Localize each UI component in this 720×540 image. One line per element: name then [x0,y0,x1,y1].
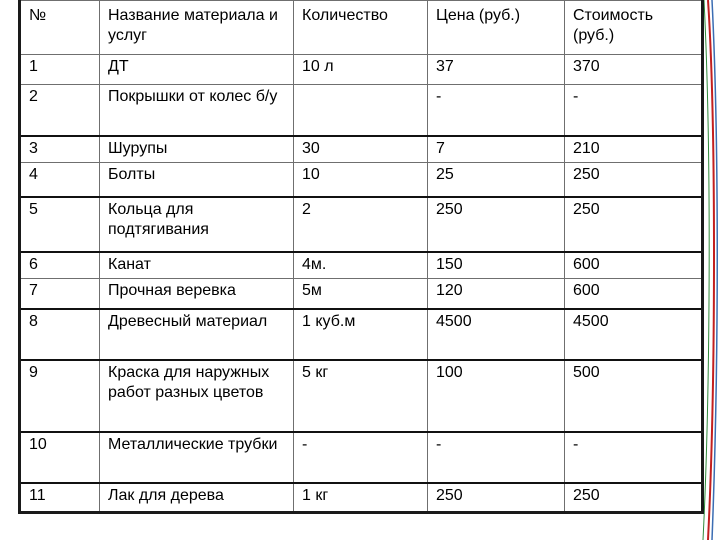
table-row [20,360,703,432]
table-row [20,483,703,513]
cell-number: 9 [20,360,100,432]
cell-name: Кольца для подтягивания [100,197,294,252]
cell-price: 25 [428,163,565,197]
cell-number: 7 [20,279,100,309]
header-name: Название материала и услуг [100,1,294,55]
materials-table [18,0,704,514]
cell-cost: - [565,432,703,483]
cell-name: Канат [100,252,294,279]
cell-quantity: 2 [294,197,428,252]
cell-price: 4500 [428,309,565,360]
cell-number: 5 [20,197,100,252]
cell-cost: 600 [565,279,703,309]
cell-number: 3 [20,136,100,163]
cell-cost: 250 [565,163,703,197]
table-row [20,197,703,252]
cell-number: 4 [20,163,100,197]
cell-quantity: 5 кг [294,360,428,432]
cell-quantity: - [294,432,428,483]
cell-price: 100 [428,360,565,432]
cell-quantity: 1 кг [294,483,428,513]
table-row [20,163,703,197]
header-price: Цена (руб.) [428,1,565,55]
cell-number: 2 [20,85,100,136]
cell-name: Покрышки от колес б/у [100,85,294,136]
table-row [20,432,703,483]
header-number: № [20,1,100,55]
cell-name: Краска для наружных работ разных цветов [100,360,294,432]
cell-cost: - [565,85,703,136]
cell-cost: 600 [565,252,703,279]
table-row [20,309,703,360]
cell-number: 10 [20,432,100,483]
table-row [20,85,703,136]
cell-cost: 500 [565,360,703,432]
cell-price: 250 [428,197,565,252]
table-row [20,136,703,163]
cell-name: Металлические трубки [100,432,294,483]
cell-cost: 250 [565,483,703,513]
cell-quantity [294,85,428,136]
cell-name: Шурупы [100,136,294,163]
table-header-row [20,1,703,55]
deco-swoosh-blue [712,0,717,540]
cell-price: 37 [428,55,565,85]
table-row [20,55,703,85]
cell-number: 1 [20,55,100,85]
cell-cost: 250 [565,197,703,252]
cell-quantity: 5м [294,279,428,309]
cell-quantity: 4м. [294,252,428,279]
cell-price: - [428,85,565,136]
cell-name: Болты [100,163,294,197]
header-cost: Стоимость (руб.) [565,1,703,55]
cell-name: ДТ [100,55,294,85]
cell-name: Древесный материал [100,309,294,360]
cell-quantity: 30 [294,136,428,163]
cell-price: 120 [428,279,565,309]
cell-cost: 370 [565,55,703,85]
cell-number: 11 [20,483,100,513]
cell-name: Прочная веревка [100,279,294,309]
cell-cost: 210 [565,136,703,163]
cell-number: 6 [20,252,100,279]
cell-cost: 4500 [565,309,703,360]
cell-quantity: 10 [294,163,428,197]
table-row [20,279,703,309]
table-row [20,252,703,279]
cell-price: - [428,432,565,483]
header-quantity: Количество [294,1,428,55]
cell-price: 7 [428,136,565,163]
deco-swoosh-red [708,0,714,540]
cell-price: 250 [428,483,565,513]
cell-number: 8 [20,309,100,360]
cell-quantity: 1 куб.м [294,309,428,360]
cell-name: Лак для дерева [100,483,294,513]
cell-price: 150 [428,252,565,279]
cell-quantity: 10 л [294,55,428,85]
